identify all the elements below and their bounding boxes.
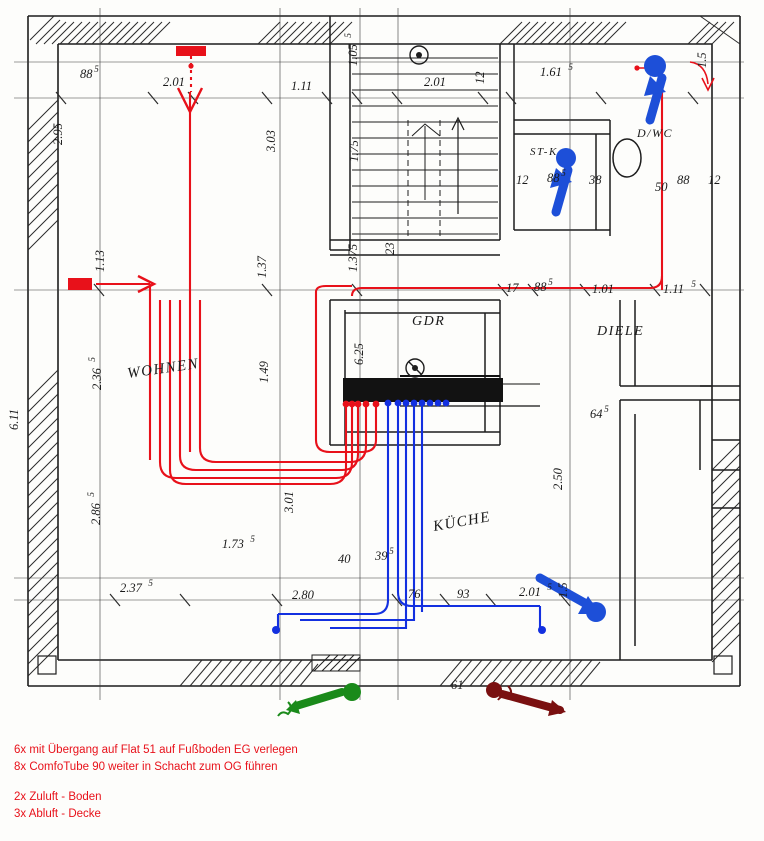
dimension-label [408, 587, 421, 601]
dimension-label [346, 244, 360, 272]
dimension-label [540, 62, 573, 79]
svg-text:1.75: 1.75 [347, 140, 361, 162]
dimension-label [590, 404, 609, 421]
svg-text:1.01: 1.01 [592, 282, 614, 296]
svg-text:12: 12 [516, 173, 529, 187]
dimension-label [457, 587, 470, 601]
wall-structure [14, 8, 744, 700]
svg-text:2.36: 2.36 [90, 368, 104, 390]
bottom-marker-arrows [278, 682, 566, 716]
dimension-label [588, 173, 602, 187]
legend-line-2: 8x ComfoTube 90 weiter in Schacht zum OG führen [14, 761, 278, 773]
svg-text:1.11: 1.11 [291, 79, 312, 93]
svg-text:40: 40 [338, 552, 351, 566]
svg-text:5: 5 [547, 582, 552, 592]
legend-line-4: 3x Abluft - Decke [14, 808, 101, 820]
dimension-label [551, 467, 565, 490]
svg-text:5: 5 [87, 357, 97, 362]
dimension-label [282, 491, 296, 514]
svg-text:1.5: 1.5 [556, 582, 570, 598]
svg-text:1.05: 1.05 [346, 44, 360, 66]
svg-text:64: 64 [590, 407, 603, 421]
svg-text:5: 5 [389, 546, 394, 556]
dimension-label [80, 64, 99, 81]
svg-text:2.86: 2.86 [89, 503, 103, 525]
svg-text:5: 5 [568, 62, 573, 72]
dimension-label [473, 72, 487, 85]
svg-text:2.01: 2.01 [424, 75, 446, 89]
dimension-label [534, 277, 553, 294]
svg-text:2.95: 2.95 [51, 123, 65, 145]
svg-text:12: 12 [708, 173, 721, 187]
dimension-label [87, 357, 104, 390]
svg-text:50: 50 [655, 180, 668, 194]
room-label: DIELE [597, 324, 645, 339]
svg-text:2.01: 2.01 [163, 75, 185, 89]
dimension-label [451, 678, 464, 692]
dimension-label [257, 360, 271, 383]
svg-text:39: 39 [375, 549, 388, 563]
dimension-label [291, 79, 312, 93]
svg-text:1.49: 1.49 [257, 361, 271, 383]
dimension-label [655, 180, 668, 194]
dimension-label [592, 282, 614, 296]
manifold-box [343, 46, 540, 406]
room-label: D/WC [637, 126, 673, 140]
svg-text:23: 23 [383, 242, 397, 255]
svg-text:88: 88 [534, 280, 547, 294]
dimension-label [338, 552, 351, 566]
supply-air-red-ducts [68, 46, 714, 484]
dimension-label [383, 243, 397, 256]
legend-line-3: 2x Zuluft - Boden [14, 791, 102, 803]
svg-text:6.11: 6.11 [7, 409, 21, 430]
svg-text:2.80: 2.80 [292, 588, 314, 602]
svg-text:93: 93 [457, 587, 470, 601]
dimension-label [86, 492, 103, 525]
dimension-label [264, 130, 278, 153]
svg-text:1.5: 1.5 [695, 52, 709, 68]
svg-text:88: 88 [80, 67, 93, 81]
dimension-label [255, 255, 269, 278]
svg-text:5: 5 [548, 277, 553, 287]
dimension-label [93, 250, 107, 272]
svg-text:2.37: 2.37 [120, 581, 142, 595]
svg-text:38: 38 [589, 173, 602, 187]
svg-text:1.37: 1.37 [255, 256, 269, 278]
dimension-label [708, 173, 721, 187]
svg-text:76: 76 [408, 587, 421, 601]
svg-text:6.25: 6.25 [352, 343, 366, 365]
svg-text:88: 88 [677, 173, 690, 187]
dimension-label [51, 123, 65, 145]
svg-text:3.03: 3.03 [264, 130, 278, 152]
dimension-label [352, 343, 366, 365]
svg-text:5: 5 [94, 64, 99, 74]
svg-text:5: 5 [148, 578, 153, 588]
svg-text:1.73: 1.73 [222, 537, 244, 551]
svg-text:5: 5 [86, 492, 96, 497]
dimension-label [7, 409, 21, 430]
svg-text:5: 5 [691, 279, 696, 289]
room-label: WOHNEN [126, 356, 201, 382]
svg-text:5: 5 [561, 168, 566, 178]
dimension-label [556, 582, 570, 598]
dimension-label [292, 588, 315, 602]
dimension-label [374, 546, 394, 563]
room-label: KÜCHE [431, 509, 493, 535]
svg-text:61: 61 [451, 678, 464, 692]
room-label: GDR [412, 314, 446, 329]
dimension-label [163, 75, 185, 89]
svg-text:17: 17 [506, 281, 519, 295]
svg-text:5: 5 [604, 404, 609, 414]
legend-notes [14, 742, 614, 823]
dimension-label [677, 173, 690, 187]
dimension-labels [7, 33, 721, 692]
svg-text:1.375: 1.375 [346, 243, 360, 272]
svg-text:1.61: 1.61 [540, 65, 562, 79]
dimension-label [663, 279, 696, 296]
svg-text:1.11: 1.11 [663, 282, 684, 296]
svg-text:5: 5 [250, 534, 255, 544]
svg-text:5: 5 [343, 33, 353, 38]
legend-line-1: 6x mit Übergang auf Flat 51 auf Fußboden EG verlegen [14, 744, 298, 756]
room-labels [126, 126, 673, 535]
svg-text:88: 88 [547, 171, 560, 185]
dimension-label [120, 578, 153, 595]
svg-text:12: 12 [473, 71, 487, 84]
svg-text:3.01: 3.01 [282, 491, 296, 513]
dimension-label [222, 534, 255, 551]
svg-text:2.50: 2.50 [551, 468, 565, 490]
dimension-label [424, 75, 446, 89]
dimension-label [506, 281, 519, 295]
dimension-label [516, 173, 529, 187]
room-label: ST-K [530, 146, 558, 158]
dimension-label [695, 52, 709, 68]
dimension-label [519, 582, 552, 599]
dimension-label [347, 140, 361, 162]
dimension-label [343, 33, 360, 66]
svg-text:1.13: 1.13 [93, 250, 107, 272]
svg-text:2.01: 2.01 [519, 585, 541, 599]
